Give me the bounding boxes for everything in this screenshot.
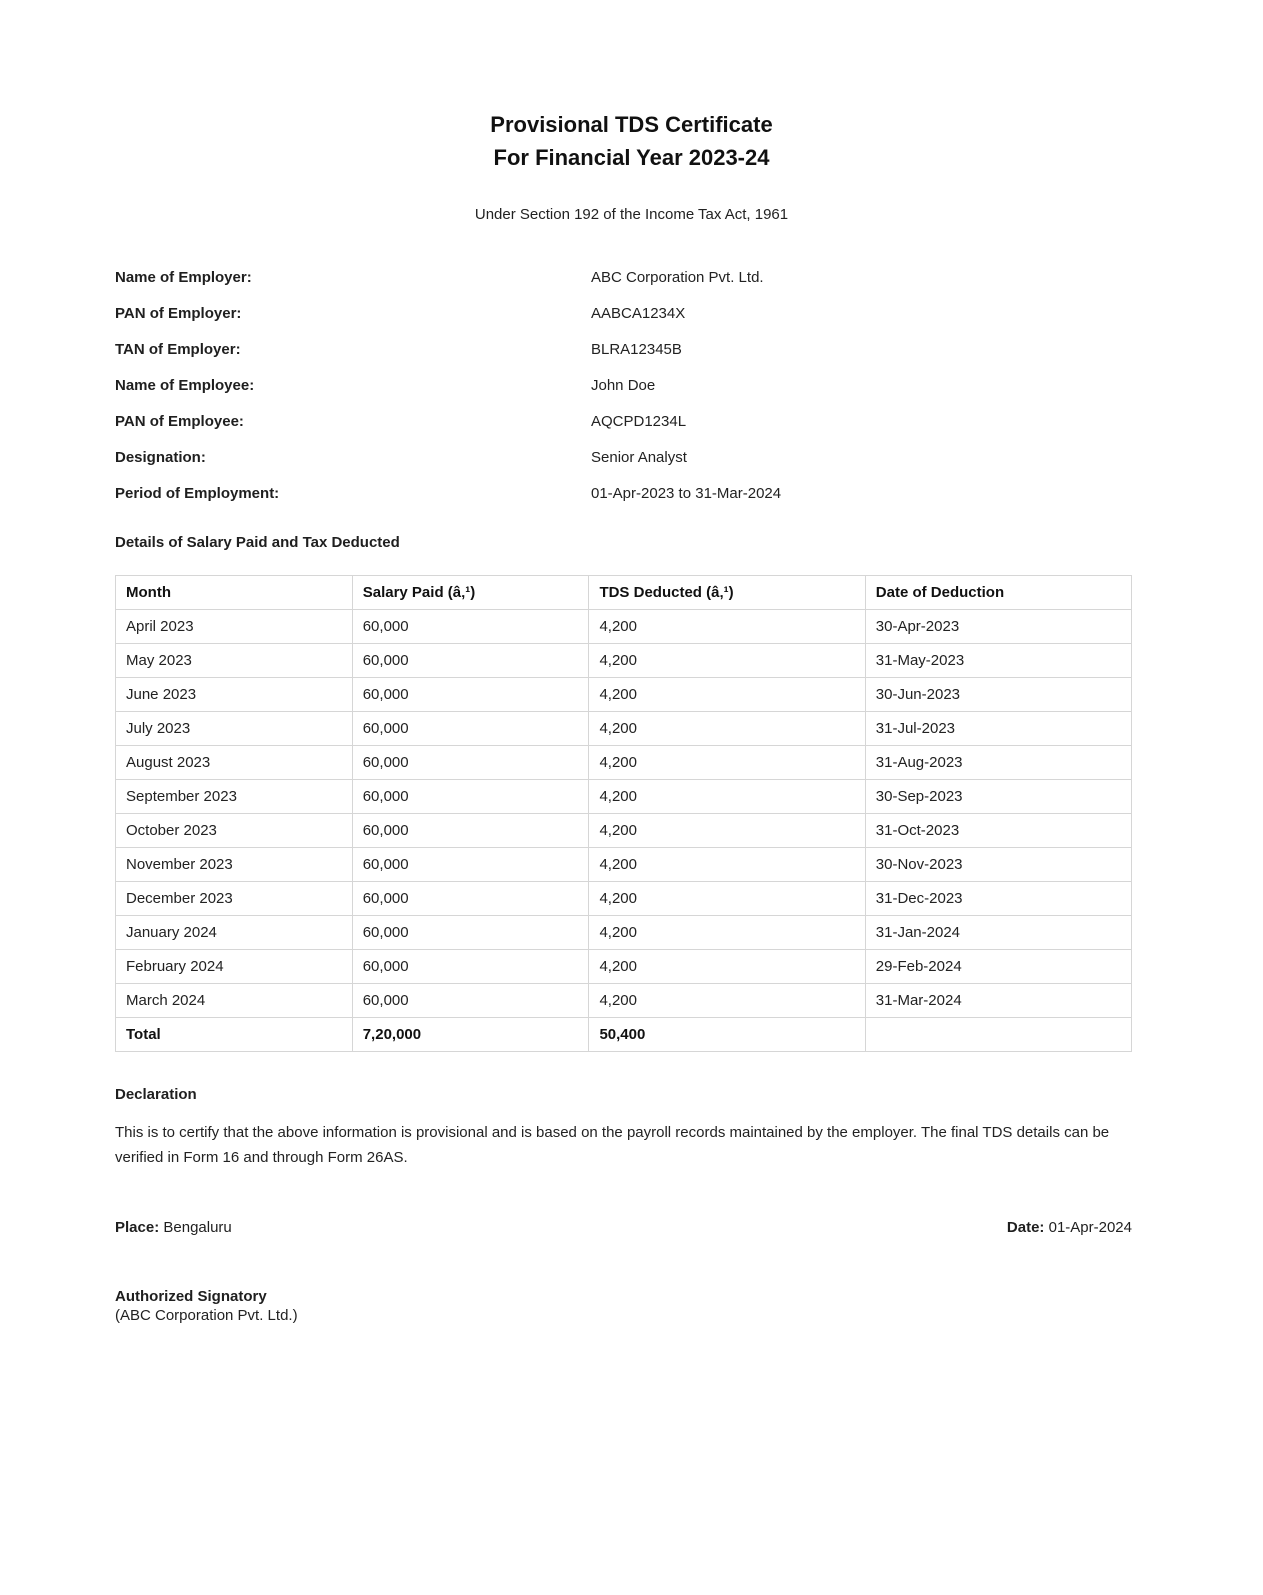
signatory-org: (ABC Corporation Pvt. Ltd.)	[115, 1306, 298, 1324]
field-value: BLRA12345B	[591, 341, 682, 358]
cell-tds: 4,200	[589, 644, 865, 678]
declaration-heading: Declaration	[115, 1086, 197, 1103]
cell-salary: 60,000	[352, 916, 589, 950]
field-value: 01-Apr-2023 to 31-Mar-2024	[591, 485, 782, 502]
cell-salary: 60,000	[352, 644, 589, 678]
cell-salary: 60,000	[352, 780, 589, 814]
field-name-of-employee	[115, 377, 1148, 394]
document-subtitle: Under Section 192 of the Income Tax Act, 1961	[474, 206, 789, 223]
cell-date: 29-Feb-2024	[865, 950, 1131, 984]
table-row	[116, 610, 1132, 644]
cell-month: January 2024	[116, 916, 353, 950]
field-name-of-employer	[115, 269, 1148, 286]
field-label: Name of Employee:	[115, 377, 255, 394]
col-header-tds-deducted: TDS Deducted (â‚¹)	[589, 576, 865, 610]
table-row	[116, 848, 1132, 882]
field-tan-of-employer	[115, 341, 1148, 358]
title-line-2: For Financial Year 2023-24	[493, 145, 770, 170]
cell-date: 30-Nov-2023	[865, 848, 1131, 882]
place-label: Place:	[115, 1218, 160, 1236]
cell-month: September 2023	[116, 780, 353, 814]
title-line-1: Provisional TDS Certificate	[490, 112, 773, 137]
cell-date: 30-Apr-2023	[865, 610, 1131, 644]
date-label: Date:	[1006, 1218, 1045, 1236]
table-row	[116, 984, 1132, 1018]
cell-total-date	[865, 1018, 1131, 1052]
field-value: ABC Corporation Pvt. Ltd.	[591, 269, 764, 286]
cell-salary: 60,000	[352, 746, 589, 780]
signatory-title: Authorized Signatory	[115, 1287, 267, 1305]
field-value: Senior Analyst	[591, 449, 687, 466]
cell-month: August 2023	[116, 746, 353, 780]
field-label: PAN of Employer:	[115, 305, 242, 322]
table-row	[116, 814, 1132, 848]
cell-date: 31-May-2023	[865, 644, 1131, 678]
cell-month: March 2024	[116, 984, 353, 1018]
cell-date: 30-Sep-2023	[865, 780, 1131, 814]
cell-tds: 4,200	[589, 984, 865, 1018]
place-date-row	[115, 1219, 1132, 1236]
cell-month: December 2023	[116, 882, 353, 916]
salary-section-heading: Details of Salary Paid and Tax Deducted	[115, 534, 400, 551]
field-designation	[115, 449, 1148, 466]
col-header-salary-paid: Salary Paid (â‚¹)	[352, 576, 589, 610]
cell-date: 30-Jun-2023	[865, 678, 1131, 712]
field-value: John Doe	[591, 377, 656, 394]
signatory-block	[115, 1288, 1148, 1324]
table-row	[116, 746, 1132, 780]
table-row	[116, 780, 1132, 814]
field-period-of-employment	[115, 485, 1148, 502]
table-row	[116, 916, 1132, 950]
cell-month: November 2023	[116, 848, 353, 882]
cell-tds: 4,200	[589, 814, 865, 848]
cell-date: 31-Aug-2023	[865, 746, 1131, 780]
table-row	[116, 678, 1132, 712]
cell-tds: 4,200	[589, 950, 865, 984]
cell-salary: 60,000	[352, 882, 589, 916]
field-pan-of-employee	[115, 413, 1148, 430]
cell-month: May 2023	[116, 644, 353, 678]
cell-salary: 60,000	[352, 848, 589, 882]
field-pan-of-employer	[115, 305, 1148, 322]
cell-salary: 60,000	[352, 950, 589, 984]
employer-employee-fields	[115, 269, 1148, 502]
cell-date: 31-Mar-2024	[865, 984, 1131, 1018]
cell-total-tds: 50,400	[589, 1018, 865, 1052]
date-field	[1007, 1219, 1132, 1236]
salary-tds-table	[115, 575, 1132, 1052]
cell-total-salary: 7,20,000	[352, 1018, 589, 1052]
col-header-month: Month	[116, 576, 353, 610]
cell-salary: 60,000	[352, 678, 589, 712]
declaration-text: This is to certify that the above information is provisional and is based on the payroll records maintained by the employer. The final TDS details can be verified in Form 16 and through Form 26AS.	[115, 1124, 1110, 1166]
cell-month: April 2023	[116, 610, 353, 644]
place-value: Bengaluru	[163, 1218, 232, 1236]
table-total-row	[116, 1018, 1132, 1052]
field-value: AQCPD1234L	[591, 413, 687, 430]
cell-date: 31-Oct-2023	[865, 814, 1131, 848]
table-row	[116, 644, 1132, 678]
cell-month: July 2023	[116, 712, 353, 746]
col-header-date-of-deduction: Date of Deduction	[865, 576, 1131, 610]
cell-tds: 4,200	[589, 848, 865, 882]
cell-salary: 60,000	[352, 984, 589, 1018]
table-row	[116, 950, 1132, 984]
cell-date: 31-Dec-2023	[865, 882, 1131, 916]
table-row	[116, 882, 1132, 916]
cell-tds: 4,200	[589, 712, 865, 746]
cell-date: 31-Jul-2023	[865, 712, 1131, 746]
field-label: PAN of Employee:	[115, 413, 244, 430]
cell-tds: 4,200	[589, 678, 865, 712]
table-row	[116, 712, 1132, 746]
cell-tds: 4,200	[589, 780, 865, 814]
cell-salary: 60,000	[352, 814, 589, 848]
cell-salary: 60,000	[352, 712, 589, 746]
field-label: TAN of Employer:	[115, 341, 241, 358]
cell-month: February 2024	[116, 950, 353, 984]
cell-tds: 4,200	[589, 746, 865, 780]
cell-tds: 4,200	[589, 882, 865, 916]
cell-total-label: Total	[116, 1018, 353, 1052]
place-field	[115, 1219, 232, 1236]
cell-date: 31-Jan-2024	[865, 916, 1131, 950]
cell-salary: 60,000	[352, 610, 589, 644]
field-label: Designation:	[115, 449, 206, 466]
date-value: 01-Apr-2024	[1048, 1218, 1132, 1236]
table-header-row	[116, 576, 1132, 610]
cell-tds: 4,200	[589, 610, 865, 644]
document-title	[115, 108, 1148, 174]
cell-tds: 4,200	[589, 916, 865, 950]
field-label: Name of Employer:	[115, 269, 252, 286]
field-label: Period of Employment:	[115, 485, 280, 502]
cell-month: June 2023	[116, 678, 353, 712]
field-value: AABCA1234X	[591, 305, 686, 322]
cell-month: October 2023	[116, 814, 353, 848]
